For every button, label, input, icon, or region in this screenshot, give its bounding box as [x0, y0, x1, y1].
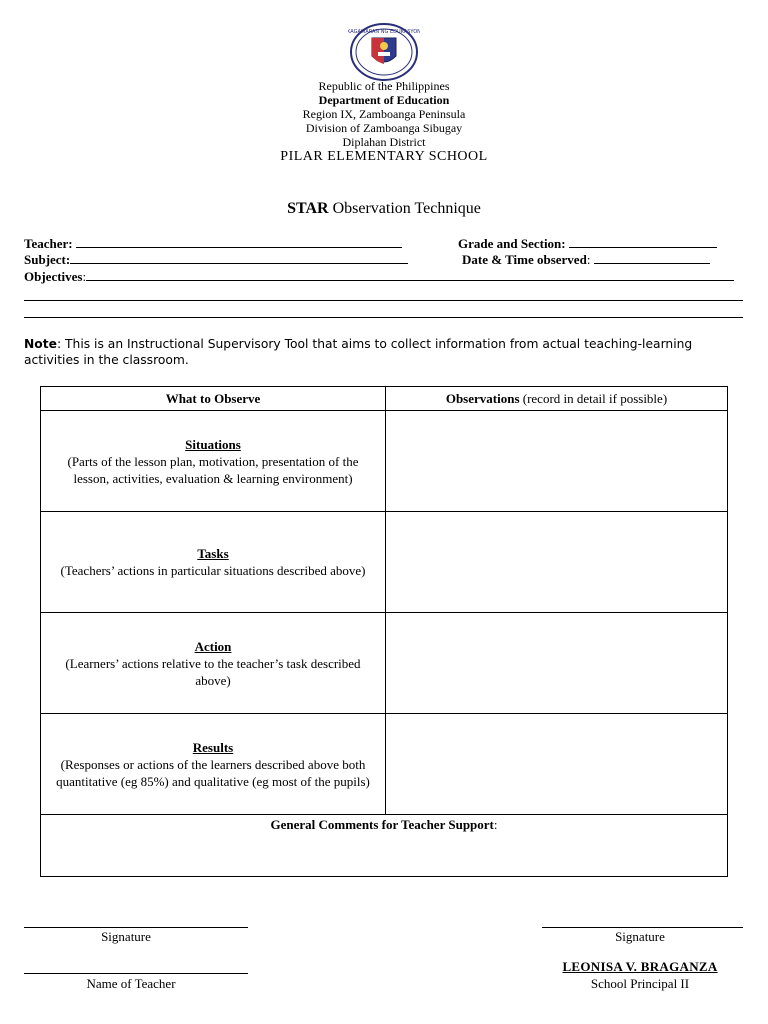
teacher-name-label: Name of Teacher — [86, 976, 176, 991]
comments-row — [41, 815, 728, 877]
tasks-title: Tasks — [197, 546, 229, 561]
results-title: Results — [192, 739, 234, 755]
grade-section-field — [458, 235, 717, 252]
header-observations-rest: (record in detail if possible) — [519, 391, 668, 406]
header-what-to-observe: What to Observe — [41, 387, 386, 411]
tasks-observation-cell[interactable] — [386, 512, 728, 613]
principal-name: LEONISA V. BRAGANZA — [562, 959, 718, 974]
general-comments-colon: : — [493, 817, 498, 832]
note-paragraph — [24, 336, 724, 368]
general-comments-label: General Comments for Teacher Support — [270, 817, 494, 832]
deped-seal — [348, 22, 420, 82]
date-time-colon: : — [586, 252, 591, 267]
form-title-bold: STAR — [287, 200, 329, 217]
subject-field — [24, 251, 408, 268]
principal-signature-line[interactable] — [542, 927, 743, 928]
header-district: Diplahan District — [342, 135, 426, 149]
principal-title: School Principal II — [590, 976, 690, 991]
note-label: Note — [24, 337, 57, 351]
table-row — [41, 613, 728, 714]
subject-blank[interactable] — [70, 251, 408, 264]
objectives-colon: : — [82, 269, 87, 284]
objectives-line-2[interactable] — [24, 300, 743, 301]
objectives-blank[interactable] — [86, 268, 734, 281]
teacher-name-line[interactable] — [24, 973, 248, 974]
teacher-blank[interactable] — [76, 235, 402, 248]
header-observations — [386, 387, 728, 411]
grade-section-blank[interactable] — [569, 235, 717, 248]
school-name: PILAR ELEMENTARY SCHOOL — [280, 149, 488, 164]
date-time-blank[interactable] — [594, 251, 710, 264]
form-title-rest: Observation Technique — [328, 200, 481, 217]
date-time-label: Date & Time observed — [462, 252, 587, 267]
table-header-row — [41, 387, 728, 411]
table-row — [41, 714, 728, 815]
note-text: : This is an Instructional Supervisory Tool that aims to collect information from actual teaching-learning activities in the classroom. — [24, 337, 693, 367]
objectives-line-3[interactable] — [24, 317, 743, 318]
subject-label: Subject: — [24, 252, 71, 267]
row-results — [41, 714, 386, 815]
form-title — [0, 200, 768, 218]
situations-desc: (Parts of the lesson plan, motivation, presentation of the lesson, activities, evaluation & learning environment) — [67, 453, 359, 486]
seal-text: KAGAWARAN NG EDUKASYON — [348, 29, 420, 35]
tasks-desc: (Teachers’ actions in particular situations described above) — [60, 563, 366, 578]
teacher-label: Teacher: — [24, 236, 73, 251]
action-desc: (Learners’ actions relative to the teacher’s task described above) — [65, 655, 361, 688]
objectives-field — [24, 268, 734, 285]
header-department: Department of Education — [318, 93, 450, 107]
teacher-signature-line[interactable] — [24, 927, 248, 928]
deped-seal-icon — [348, 22, 420, 82]
row-tasks — [41, 512, 386, 613]
objectives-label: Objectives — [24, 269, 83, 284]
action-observation-cell[interactable] — [386, 613, 728, 714]
row-action — [41, 613, 386, 714]
situations-title: Situations — [185, 436, 241, 452]
principal-signature-label: Signature — [615, 929, 665, 944]
header-division: Division of Zamboanga Sibugay — [305, 121, 463, 135]
header-observations-bold: Observations — [445, 391, 520, 406]
row-situations — [41, 411, 386, 512]
observation-table — [40, 386, 728, 877]
table-row — [41, 411, 728, 512]
table-row — [41, 512, 728, 613]
header-region: Region IX, Zamboanga Peninsula — [302, 107, 466, 121]
teacher-signature-label: Signature — [101, 929, 151, 944]
results-observation-cell[interactable] — [386, 714, 728, 815]
date-time-field — [462, 251, 710, 268]
teacher-field — [24, 235, 402, 252]
situations-observation-cell[interactable] — [386, 411, 728, 512]
grade-section-label: Grade and Section: — [458, 236, 566, 251]
general-comments-cell[interactable] — [41, 815, 728, 877]
results-desc: (Responses or actions of the learners described above both quantitative (eg 85%) and qualitative (eg most of the pupils) — [56, 756, 370, 789]
header-republic: Republic of the Philippines — [318, 79, 450, 93]
action-title: Action — [194, 638, 232, 654]
